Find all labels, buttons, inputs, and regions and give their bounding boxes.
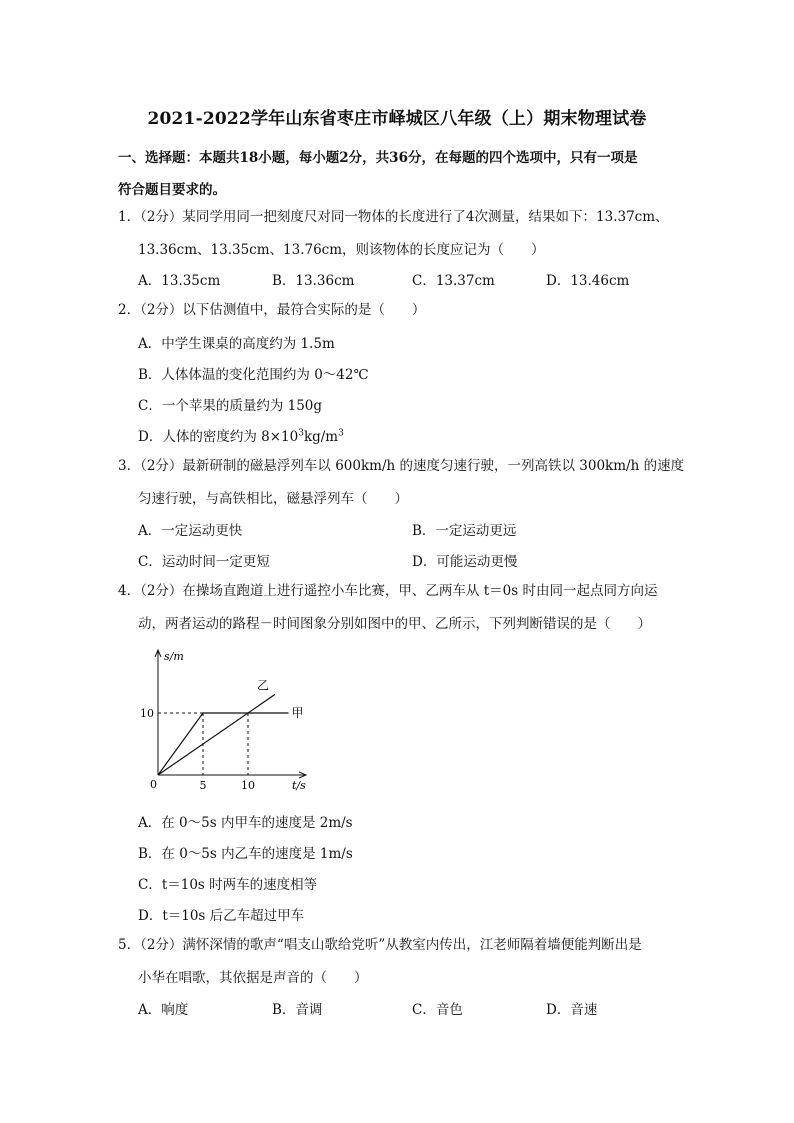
superscript: 3 [298,428,304,439]
q5-option-a: A．响度 [138,1002,189,1018]
q4-option-c: C．t＝10s 时两车的速度相等 [138,877,318,893]
series-label-jia: 甲 [291,706,304,720]
question-5-stem-cont: 小华在唱歌，其依据是声音的（ ） [138,970,368,986]
question-1-stem: 1．（2分）某同学用同一把刻度尺对同一物体的长度进行了4次测量，结果如下：13.37cm、 [118,209,669,225]
question-3-stem: 3．（2分）最新研制的磁悬浮列车以 600km/h 的速度匀速行驶，一列高铁以 300km/h 的速度 [118,458,685,474]
question-3-stem-cont: 匀速行驶，与高铁相比，磁悬浮列车（ ） [138,491,408,507]
q3-option-d: D．可能运动更慢 [412,554,518,570]
x-axis-label: t/s [292,779,306,792]
q1-option-b: B．13.36cm [272,273,355,289]
series-line-jia [158,713,289,775]
y-tick-label-10: 10 [140,707,154,720]
q4-option-a: A．在 0～5s 内甲车的速度是 2m/s [138,815,353,831]
q3-option-a: A．一定运动更快 [138,523,243,539]
q3-option-b: B．一定运动更远 [412,523,517,539]
q2-option-d [138,425,344,445]
q2-option-d-unit: kg/m [303,429,339,445]
origin-label: 0 [150,778,157,791]
superscript: 3 [338,428,344,439]
question-1-stem-cont: 13.36cm、13.35cm、13.76cm，则该物体的长度应记为（ ） [138,242,545,258]
page-title: 2021-2022学年山东省枣庄市峄城区八年级（上）期末物理试卷 [147,109,647,129]
q4-option-d: D．t＝10s 后乙车超过甲车 [138,908,305,924]
q5-option-c: C．音色 [412,1002,463,1018]
q2-option-b: B．人体体温的变化范围约为 0～42℃ [138,367,369,383]
q2-option-c: C．一个苹果的质量约为 150g [138,398,323,414]
q1-option-c: C．13.37cm [412,273,495,289]
q2-option-a: A．中学生课桌的高度约为 1.5m [138,336,335,352]
q1-option-a: A．13.35cm [138,273,221,289]
y-axis-label: s/m [164,650,184,663]
question-2-stem: 2．（2分）以下估测值中，最符合实际的是（ ） [118,302,426,318]
section-heading-line2: 符合题目要求的。 [118,182,226,198]
section-heading-line1: 一、选择题：本题共18小题，每小题2分，共36分，在每题的四个选项中，只有一项是 [118,150,638,166]
question-4-stem: 4．（2分）在操场直跑道上进行遥控小车比赛，甲、乙两车从 t＝0s 时由同一起点同方向运 [118,583,658,599]
q5-option-b: B．音调 [272,1002,323,1018]
distance-time-graph [128,640,318,800]
question-4-stem-cont: 动，两者运动的路程－时间图象分别如图中的甲、乙所示，下列判断错误的是（ ） [138,616,651,632]
q3-option-c: C．运动时间一定更短 [138,554,270,570]
q4-option-b: B．在 0～5s 内乙车的速度是 1m/s [138,846,353,862]
q1-option-d: D．13.46cm [546,273,630,289]
q2-option-d-text: D．人体的密度约为 8×10 [138,429,299,445]
series-label-yi: 乙 [257,678,270,693]
x-tick-label-10: 10 [241,779,255,792]
x-tick-label-5: 5 [199,779,207,792]
series-line-yi [158,694,275,775]
question-5-stem: 5．（2分）满怀深情的歌声“唱支山歌给党听”从教室内传出，江老师隔着墙便能判断出是 [118,937,642,953]
q5-option-d: D．音速 [546,1002,598,1018]
